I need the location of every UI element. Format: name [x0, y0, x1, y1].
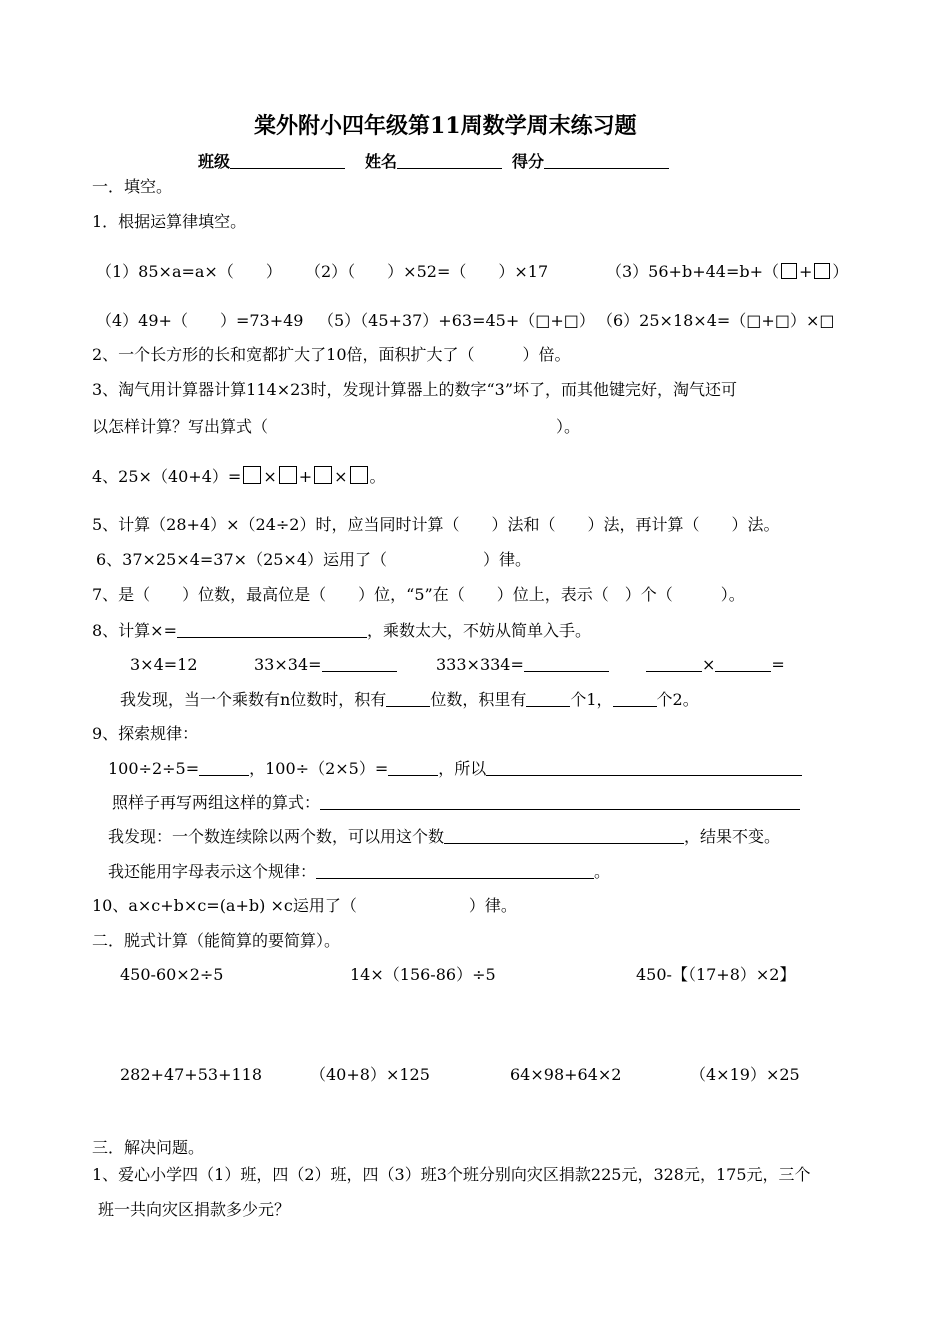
class-blank[interactable]: [230, 153, 345, 169]
section-3-heading: 三．解决问题。: [92, 1138, 205, 1157]
answer-box[interactable]: [314, 466, 332, 484]
q9-line-4: [108, 862, 610, 882]
q8-example-3: [436, 655, 609, 675]
question-8: [92, 621, 591, 641]
answer-blank[interactable]: [646, 656, 702, 672]
times-sign: ×: [702, 655, 716, 674]
page-title: 棠外附小四年级第11周数学周末练习题: [254, 113, 637, 139]
expression-5: （40+8）×125: [310, 1065, 430, 1084]
q8-example-2: [254, 655, 397, 675]
name-label: 姓名: [365, 152, 398, 171]
score-label: 得分: [512, 152, 545, 171]
q9-text: 100÷2÷5=: [108, 759, 200, 778]
q9-line-2: [112, 793, 800, 813]
class-label: 班级: [198, 152, 231, 171]
q8-example-4: [646, 655, 785, 675]
answer-blank[interactable]: [316, 863, 594, 879]
q9-line-3: [108, 827, 780, 847]
question-9: 9、探索规律：: [92, 724, 199, 743]
q1-item-6: （6）25×18×4=（□+□）×□: [597, 311, 835, 330]
q8-finding-text-2: 位数，积里有: [430, 690, 527, 709]
section-1-heading: 一．填空。: [92, 177, 173, 196]
section-2-heading: 二．脱式计算（能简算的要简算）。: [92, 931, 341, 950]
question-2: 2、一个长方形的长和宽都扩大了10倍，面积扩大了（ ）倍。: [92, 345, 571, 364]
q9-text-d: 我还能用字母表示这个规律：: [108, 862, 317, 881]
expression-2: 14×（156-86）÷5: [350, 965, 496, 984]
q9-text-c-2: ，结果不变。: [684, 827, 781, 846]
answer-blank[interactable]: [524, 656, 609, 672]
q1-item-1: （1）85×a=a×（ ）: [96, 262, 282, 281]
q8-finding-text-3: 个1，: [570, 690, 613, 709]
expression-4: 282+47+53+118: [120, 1065, 263, 1084]
answer-blank[interactable]: [613, 691, 657, 707]
closing-paren: ）: [832, 262, 849, 281]
q1-item-4: （4）49+（ ）=73+49: [96, 311, 304, 330]
answer-blank[interactable]: [177, 622, 367, 638]
plus-sign: +: [799, 262, 813, 281]
question-10: 10、a×c+b×c=(a+b) ×c运用了（ ）律。: [92, 896, 517, 915]
period: 。: [594, 862, 611, 881]
q8-example-3-text: 333×334=: [436, 655, 524, 674]
problem-1-line-1: 1、爱心小学四（1）班，四（2）班，四（3）班3个班分别向灾区捐款225元，328元，175元，三个: [92, 1165, 811, 1184]
expression-6: 64×98+64×2: [510, 1065, 622, 1084]
answer-box[interactable]: [243, 466, 261, 484]
q9-text-2: ，100÷（2×5）=: [249, 759, 389, 778]
question-7: 7、是（ ）位数，最高位是（ ）位，“5”在（ ）位上，表示（ ）个（ ）。: [92, 585, 745, 604]
expression-3: 450-【（17+8）×2】: [636, 965, 796, 984]
question-3-line-2: 以怎样计算？写出算式（ ）。: [92, 417, 581, 436]
q8-text-2: ，乘数太大，不妨从简单入手。: [367, 621, 592, 640]
q1-item-3-text: （3）56+b+44=b+（: [606, 262, 780, 281]
answer-blank[interactable]: [320, 794, 800, 810]
answer-blank[interactable]: [386, 691, 430, 707]
plus-sign: +: [298, 467, 313, 486]
question-4: [92, 466, 386, 487]
times-sign: ×: [334, 467, 348, 486]
problem-1-line-2: 班一共向灾区捐款多少元？: [98, 1200, 291, 1219]
answer-box[interactable]: [781, 263, 797, 279]
q1-item-2: （2）（ ）×52=（ ）×17: [305, 262, 549, 281]
answer-blank[interactable]: [388, 760, 438, 776]
answer-blank[interactable]: [486, 760, 802, 776]
question-5: 5、计算（28+4）×（24÷2）时，应当同时计算（ ）法和（ ）法，再计算（ ）法。: [92, 515, 780, 534]
q8-example-2-text: 33×34=: [254, 655, 322, 674]
q8-finding-text: 我发现，当一个乘数有n位数时，积有: [120, 690, 387, 709]
expression-7: （4×19）×25: [690, 1065, 800, 1084]
q9-text-c: 我发现：一个数连续除以两个数，可以用这个数: [108, 827, 445, 846]
answer-box[interactable]: [814, 263, 830, 279]
times-sign: ×: [263, 467, 277, 486]
q9-text-3: ，所以: [438, 759, 487, 778]
answer-blank[interactable]: [526, 691, 570, 707]
header-fields: [198, 152, 669, 172]
answer-blank[interactable]: [444, 828, 684, 844]
answer-box[interactable]: [350, 466, 368, 484]
answer-blank[interactable]: [199, 760, 249, 776]
question-1: 1．根据运算律填空。: [92, 212, 247, 231]
q8-finding-text-4: 个2。: [656, 690, 699, 709]
q1-item-5: （5）（45+37）+63=45+（□+□）: [318, 311, 595, 330]
equals-sign: =: [771, 655, 785, 674]
q1-item-3: [606, 262, 848, 282]
question-3-line-1: 3、淘气用计算器计算114×23时，发现计算器上的数字“3”坏了，而其他键完好，淘气还可: [92, 380, 738, 399]
q8-finding: [120, 690, 699, 710]
period: 。: [369, 467, 386, 486]
q4-text: 4、25×（40+4）=: [92, 467, 242, 486]
answer-box[interactable]: [279, 466, 297, 484]
expression-1: 450-60×2÷5: [120, 965, 224, 984]
q9-text-b: 照样子再写两组这样的算式：: [112, 793, 321, 812]
q9-line-1: [108, 759, 802, 779]
q8-example-1: 3×4=12: [130, 655, 198, 674]
score-blank[interactable]: [544, 153, 669, 169]
answer-blank[interactable]: [322, 656, 397, 672]
q8-text: 8、计算×=: [92, 621, 177, 640]
name-blank[interactable]: [397, 153, 502, 169]
answer-blank[interactable]: [715, 656, 771, 672]
question-6: 6、37×25×4=37×（25×4）运用了（ ）律。: [96, 550, 532, 569]
